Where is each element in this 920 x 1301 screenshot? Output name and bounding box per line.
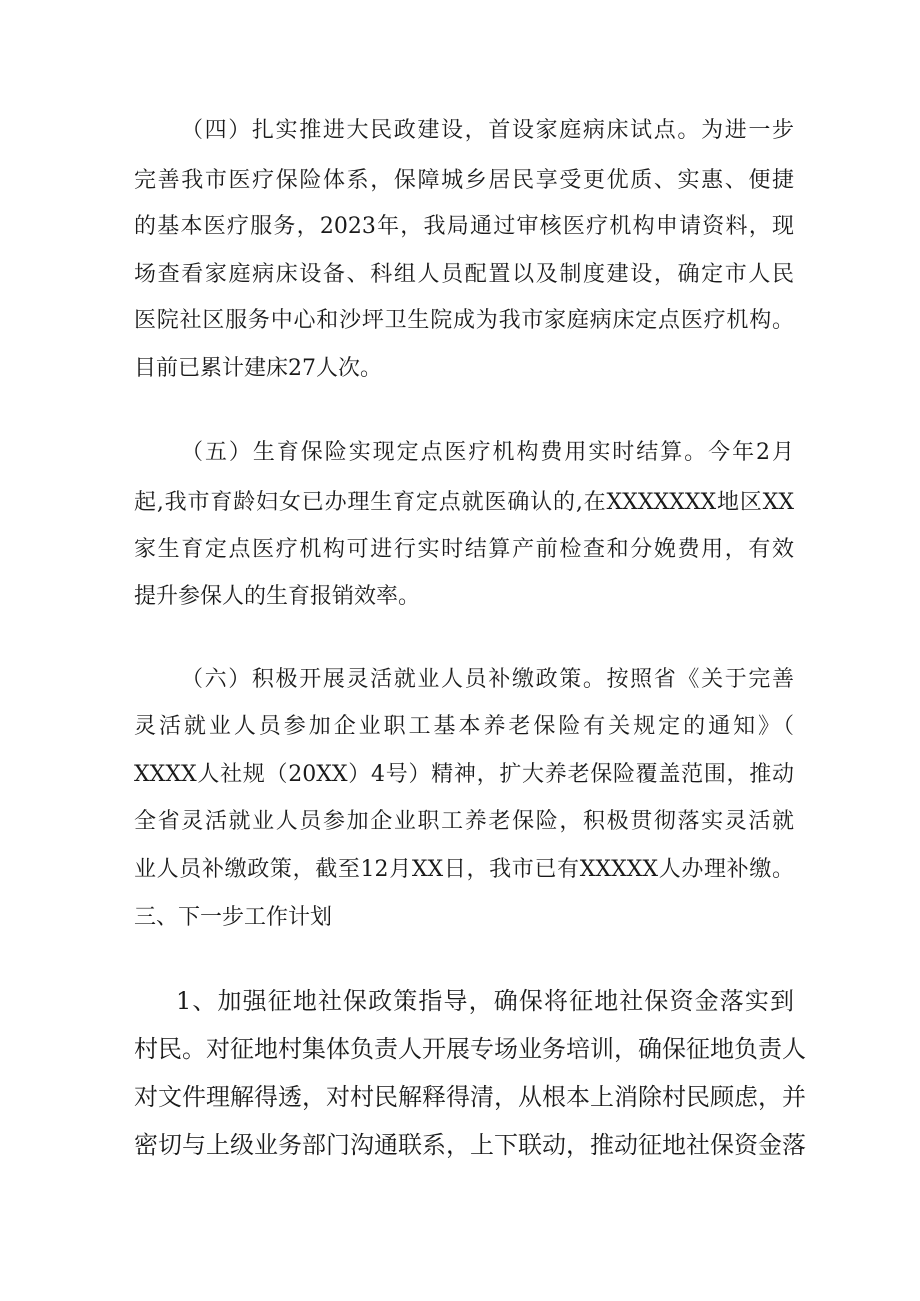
section-4-line-1: （四）扎实推进大民政建设，首设家庭病床试点。为进一步 xyxy=(181,118,794,143)
plan-1-line-2: 村民。对征地村集体负责人开展专场业务培训，确保征地负责人 xyxy=(134,1035,806,1063)
plan-1-line-4: 密切与上级业务部门沟通联系，上下联动，推动征地社保资金落 xyxy=(134,1131,806,1159)
section-4-line-4: 场查看家庭病床设备、科组人员配置以及制度建设，确定市人民 xyxy=(134,262,794,287)
plan-1-line-3: 对文件理解得透，对村民解释得清，从根本上消除村民顾虑，并 xyxy=(134,1083,806,1111)
section-4-line-5: 医院社区服务中心和沙坪卫生院成为我市家庭病床定点医疗机构。 xyxy=(134,308,794,333)
section-4-line-6: 目前已累计建床27人次。 xyxy=(134,356,382,381)
section-4-line-2: 完善我市医疗保险体系，保障城乡居民享受更优质、实惠、便捷 xyxy=(134,168,794,193)
section-heading-next-steps: 三、下一步工作计划 xyxy=(134,905,333,930)
section-4-line-3: 的基本医疗服务，2023年，我局通过审核医疗机构申请资料，现 xyxy=(134,214,794,239)
section-6-line-3: XXXX人社规（20XX）4号）精神，扩大养老保险覆盖范围，推动 xyxy=(134,762,794,787)
section-5-line-1: （五）生育保险实现定点医疗机构费用实时结算。今年2月 xyxy=(181,440,794,465)
section-6-line-1: （六）积极开展灵活就业人员补缴政策。按照省《关于完善 xyxy=(181,667,794,692)
section-5-line-2: 起,我市育龄妇女已办理生育定点就医确认的,在XXXXXXX地区XX xyxy=(134,490,794,515)
section-5-line-4: 提升参保人的生育报销效率。 xyxy=(134,584,421,609)
section-6-line-4: 全省灵活就业人员参加企业职工养老保险，积极贯彻落实灵活就 xyxy=(134,809,794,834)
plan-1-line-1: 1、加强征地社保政策指导，确保将征地社保资金落实到 xyxy=(176,987,794,1015)
section-6-line-5: 业人员补缴政策，截至12月XX日，我市已有XXXXX人办理补缴。 xyxy=(134,857,794,882)
section-5-line-3: 家生育定点医疗机构可进行实时结算产前检查和分娩费用，有效 xyxy=(134,537,794,562)
section-6-line-2: 灵活就业人员参加企业职工基本养老保险有关规定的通知》（ xyxy=(134,714,794,739)
